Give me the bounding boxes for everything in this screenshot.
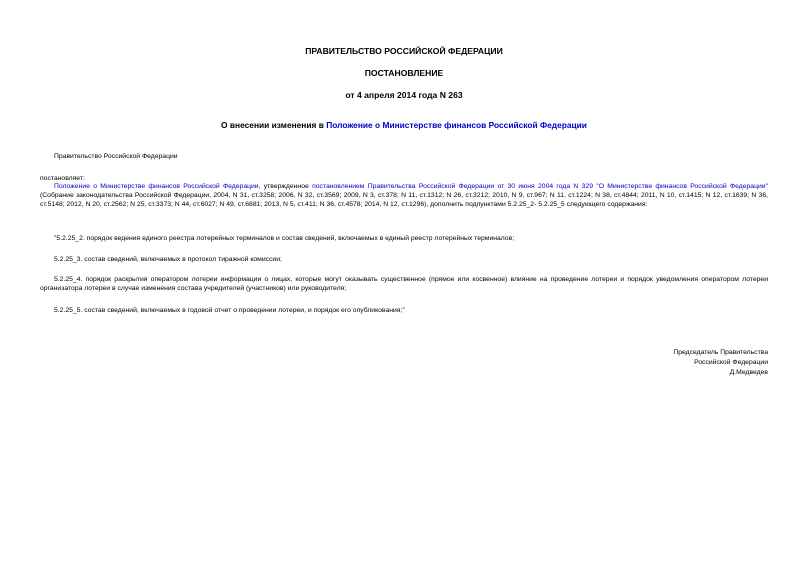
regulation-link[interactable]: Положение о Министерстве финансов Российской Федерации <box>54 183 259 190</box>
item-paragraph: "5.2.25_2. порядок ведения единого реестра лотерейных терминалов и состав сведений, включаемых в единый реестр лотерейных терминалов; <box>54 235 515 242</box>
subject-prefix: О внесении изменения в <box>221 120 327 130</box>
document-type-heading: ПОСТАНОВЛЕНИЕ <box>364 68 444 78</box>
main-text-1: , утвержденное <box>258 183 313 190</box>
signature-name: Д.Медведев <box>729 369 768 376</box>
document-page <box>40 0 768 571</box>
item-paragraph: 5.2.25_4. порядок раскрытия оператором лотереи информации о лицах, которые могут оказывать существенное (прямое или косвенное) влияние на проведение лотереи и порядок уведомления оператором лотереи организатора лотереи в случае изменения состава учредителей (участников) или руководителя; <box>40 276 768 292</box>
document-subject <box>40 120 768 131</box>
intro-paragraph: Правительство Российской Федерации <box>54 153 178 160</box>
item-paragraph: 5.2.25_3. состав сведений, включаемых в протокол тиражной комиссии; <box>54 256 282 263</box>
decree-link[interactable]: постановлением Правительства Российской Федерации от 30 июня 2004 года N 329 "О Министерстве финансов Российской Федерации" <box>312 183 768 190</box>
main-paragraph <box>40 182 768 209</box>
date-number-heading: от 4 апреля 2014 года N 263 <box>345 90 463 100</box>
main-text-2: (Собрание законодательства Российской Федерации, 2004, N 31, ст.3258; 2006, N 32, ст.3569; 2009, N 3, ст.378; N 11, ст.1312; N 26, ст.3212; 2010, N 9, ст.967; N 11, ст.1224; N 38, ст.4844; 2011, N 10, ст.1415; N 12, ст.1639; N 36, ст.5148; 2012, N 20, ст.2562; N 25, ст.3373; N 44, ст.6027; N 49, ст.6881; 2013, N 5, ст.411; N 36, ст.4578; 2014, N 12, ст.1296), дополнить подпунктами 5.2.25_2- 5.2.25_5 следующего содержания: <box>40 192 768 208</box>
resolves-paragraph: постановляет: <box>40 175 85 182</box>
signature-block <box>568 348 768 378</box>
item-paragraph: 5.2.25_5. состав сведений, включаемых в годовой отчет о проведении лотереи, и порядок его опубликования;" <box>54 307 405 314</box>
subject-link[interactable]: Положение о Министерстве финансов Российской Федерации <box>326 120 587 130</box>
authority-heading: ПРАВИТЕЛЬСТВО РОССИЙСКОЙ ФЕДЕРАЦИИ <box>305 46 503 56</box>
signature-office: Российской Федерации <box>694 359 768 366</box>
signature-title: Председатель Правительства <box>673 349 768 356</box>
